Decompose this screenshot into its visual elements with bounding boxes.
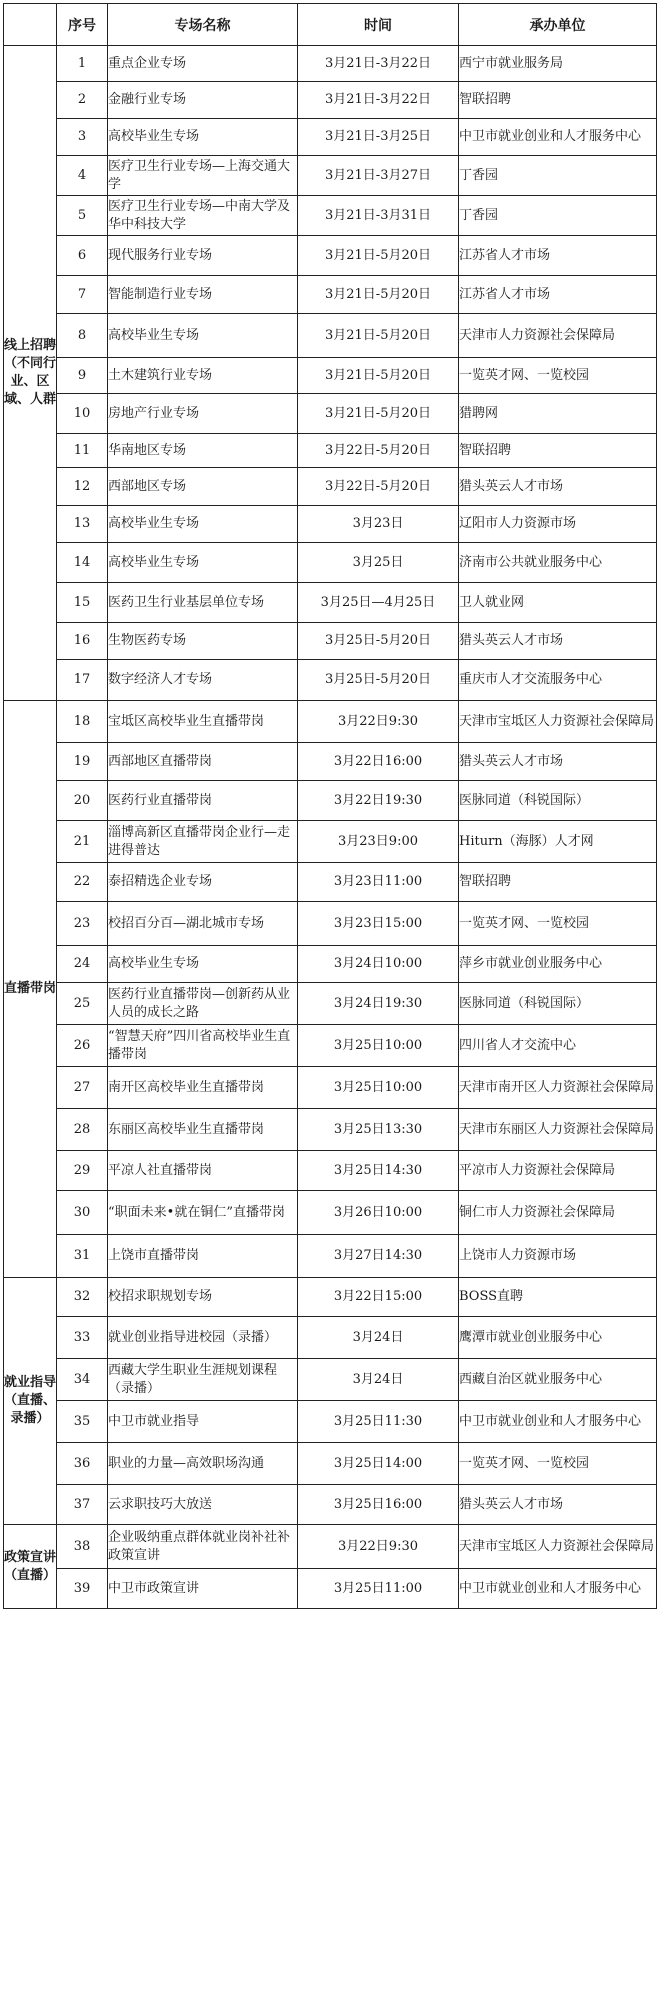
- time-cell: 3月24日19:30: [298, 983, 459, 1025]
- table-row: [4, 1191, 657, 1235]
- name-cell: “智慧天府”四川省高校毕业生直播带岗: [108, 1025, 298, 1067]
- name-cell: 医疗卫生行业专场—上海交通大学: [108, 156, 298, 196]
- seq-cell: 30: [57, 1191, 108, 1235]
- name-cell: 上饶市直播带岗: [108, 1235, 298, 1278]
- seq-cell: 20: [57, 781, 108, 821]
- table-row: [4, 623, 657, 660]
- seq-cell: 38: [57, 1525, 108, 1569]
- table-row: [4, 46, 657, 82]
- org-cell: 四川省人才交流中心: [459, 1025, 657, 1067]
- table-row: [4, 434, 657, 468]
- time-cell: 3月25日11:00: [298, 1569, 459, 1609]
- seq-cell: 33: [57, 1317, 108, 1359]
- time-cell: 3月25日-5月20日: [298, 623, 459, 660]
- org-cell: 江苏省人才市场: [459, 276, 657, 314]
- table-row: [4, 1235, 657, 1278]
- name-cell: 淄博高新区直播带岗企业行—走进得普达: [108, 821, 298, 863]
- header-category: [4, 4, 57, 46]
- org-cell: 天津市人力资源社会保障局: [459, 314, 657, 358]
- table-row: [4, 821, 657, 863]
- seq-cell: 12: [57, 468, 108, 506]
- category-cell: 就业指导（直播、录播）: [4, 1278, 57, 1525]
- time-cell: 3月25日—4月25日: [298, 583, 459, 623]
- seq-cell: 22: [57, 863, 108, 902]
- seq-cell: 31: [57, 1235, 108, 1278]
- name-cell: 高校毕业生专场: [108, 506, 298, 543]
- time-cell: 3月23日15:00: [298, 902, 459, 946]
- org-cell: 江苏省人才市场: [459, 236, 657, 276]
- time-cell: 3月26日10:00: [298, 1191, 459, 1235]
- seq-cell: 37: [57, 1485, 108, 1525]
- org-cell: 一览英才网、一览校园: [459, 358, 657, 394]
- name-cell: 西部地区直播带岗: [108, 743, 298, 781]
- seq-cell: 16: [57, 623, 108, 660]
- org-cell: 猎头英云人才市场: [459, 1485, 657, 1525]
- name-cell: 泰招精选企业专场: [108, 863, 298, 902]
- time-cell: 3月22日19:30: [298, 781, 459, 821]
- seq-cell: 25: [57, 983, 108, 1025]
- time-cell: 3月22日16:00: [298, 743, 459, 781]
- org-cell: BOSS直聘: [459, 1278, 657, 1317]
- table-row: [4, 660, 657, 701]
- name-cell: 医药卫生行业基层单位专场: [108, 583, 298, 623]
- seq-cell: 19: [57, 743, 108, 781]
- time-cell: 3月21日-5月20日: [298, 276, 459, 314]
- table-row: [4, 1025, 657, 1067]
- name-cell: 东丽区高校毕业生直播带岗: [108, 1109, 298, 1151]
- name-cell: 中卫市政策宣讲: [108, 1569, 298, 1609]
- table-row: [4, 82, 657, 119]
- time-cell: 3月25日14:30: [298, 1151, 459, 1191]
- seq-cell: 17: [57, 660, 108, 701]
- name-cell: 西部地区专场: [108, 468, 298, 506]
- time-cell: 3月24日: [298, 1317, 459, 1359]
- time-cell: 3月21日-3月22日: [298, 46, 459, 82]
- time-cell: 3月22日9:30: [298, 1525, 459, 1569]
- org-cell: 上饶市人力资源市场: [459, 1235, 657, 1278]
- seq-cell: 6: [57, 236, 108, 276]
- table-row: [4, 1278, 657, 1317]
- org-cell: 卫人就业网: [459, 583, 657, 623]
- org-cell: 一览英才网、一览校园: [459, 902, 657, 946]
- org-cell: 西宁市就业服务局: [459, 46, 657, 82]
- table-row: [4, 1443, 657, 1485]
- seq-cell: 18: [57, 701, 108, 743]
- seq-cell: 14: [57, 543, 108, 583]
- org-cell: 智联招聘: [459, 863, 657, 902]
- org-cell: 平凉市人力资源社会保障局: [459, 1151, 657, 1191]
- time-cell: 3月22日15:00: [298, 1278, 459, 1317]
- org-cell: 济南市公共就业服务中心: [459, 543, 657, 583]
- time-cell: 3月25日11:30: [298, 1401, 459, 1443]
- category-cell: 线上招聘（不同行业、区域、人群: [4, 46, 57, 701]
- time-cell: 3月25日13:30: [298, 1109, 459, 1151]
- table-body: [4, 46, 657, 1609]
- org-cell: 天津市东丽区人力资源社会保障局: [459, 1109, 657, 1151]
- org-cell: 医脉同道（科锐国际）: [459, 781, 657, 821]
- table-row: [4, 1151, 657, 1191]
- seq-cell: 1: [57, 46, 108, 82]
- name-cell: 高校毕业生专场: [108, 543, 298, 583]
- name-cell: 职业的力量—高效职场沟通: [108, 1443, 298, 1485]
- header-name: 专场名称: [108, 4, 298, 46]
- seq-cell: 4: [57, 156, 108, 196]
- table-row: [4, 468, 657, 506]
- name-cell: 生物医药专场: [108, 623, 298, 660]
- name-cell: 企业吸纳重点群体就业岗补社补政策宣讲: [108, 1525, 298, 1569]
- seq-cell: 23: [57, 902, 108, 946]
- time-cell: 3月23日9:00: [298, 821, 459, 863]
- org-cell: 天津市宝坻区人力资源社会保障局: [459, 1525, 657, 1569]
- time-cell: 3月21日-5月20日: [298, 236, 459, 276]
- seq-cell: 28: [57, 1109, 108, 1151]
- name-cell: 南开区高校毕业生直播带岗: [108, 1067, 298, 1109]
- name-cell: 高校毕业生专场: [108, 946, 298, 983]
- table-row: [4, 1067, 657, 1109]
- table-row: [4, 863, 657, 902]
- table-row: [4, 358, 657, 394]
- org-cell: 丁香园: [459, 196, 657, 236]
- org-cell: 辽阳市人力资源市场: [459, 506, 657, 543]
- table-row: [4, 314, 657, 358]
- org-cell: 丁香园: [459, 156, 657, 196]
- time-cell: 3月22日-5月20日: [298, 468, 459, 506]
- name-cell: 宝坻区高校毕业生直播带岗: [108, 701, 298, 743]
- time-cell: 3月22日9:30: [298, 701, 459, 743]
- seq-cell: 3: [57, 119, 108, 156]
- time-cell: 3月21日-5月20日: [298, 358, 459, 394]
- org-cell: 猎头英云人才市场: [459, 743, 657, 781]
- name-cell: 医药行业直播带岗—创新药从业人员的成长之路: [108, 983, 298, 1025]
- name-cell: 数字经济人才专场: [108, 660, 298, 701]
- time-cell: 3月21日-5月20日: [298, 314, 459, 358]
- time-cell: 3月23日11:00: [298, 863, 459, 902]
- seq-cell: 15: [57, 583, 108, 623]
- name-cell: 高校毕业生专场: [108, 119, 298, 156]
- name-cell: 重点企业专场: [108, 46, 298, 82]
- seq-cell: 8: [57, 314, 108, 358]
- table-row: [4, 946, 657, 983]
- category-cell: 政策宣讲（直播）: [4, 1525, 57, 1609]
- table-row: [4, 119, 657, 156]
- org-cell: 中卫市就业创业和人才服务中心: [459, 1401, 657, 1443]
- table-row: [4, 583, 657, 623]
- name-cell: 校招求职规划专场: [108, 1278, 298, 1317]
- seq-cell: 35: [57, 1401, 108, 1443]
- time-cell: 3月21日-3月31日: [298, 196, 459, 236]
- table-row: [4, 902, 657, 946]
- org-cell: 猎头英云人才市场: [459, 468, 657, 506]
- seq-cell: 36: [57, 1443, 108, 1485]
- table-row: [4, 1317, 657, 1359]
- name-cell: 房地产行业专场: [108, 394, 298, 434]
- time-cell: 3月21日-3月27日: [298, 156, 459, 196]
- table-row: [4, 394, 657, 434]
- header-seq: 序号: [57, 4, 108, 46]
- header-org: 承办单位: [459, 4, 657, 46]
- name-cell: 云求职技巧大放送: [108, 1485, 298, 1525]
- seq-cell: 32: [57, 1278, 108, 1317]
- seq-cell: 26: [57, 1025, 108, 1067]
- org-cell: 天津市南开区人力资源社会保障局: [459, 1067, 657, 1109]
- table-row: [4, 276, 657, 314]
- org-cell: 一览英才网、一览校园: [459, 1443, 657, 1485]
- table-row: [4, 1569, 657, 1609]
- table-row: [4, 1109, 657, 1151]
- table-row: [4, 701, 657, 743]
- table-header-row: [4, 4, 657, 46]
- table-row: [4, 743, 657, 781]
- org-cell: 猎聘网: [459, 394, 657, 434]
- time-cell: 3月25日14:00: [298, 1443, 459, 1485]
- time-cell: 3月27日14:30: [298, 1235, 459, 1278]
- time-cell: 3月25日-5月20日: [298, 660, 459, 701]
- job-fair-schedule-table: [3, 3, 657, 1609]
- time-cell: 3月21日-3月22日: [298, 82, 459, 119]
- time-cell: 3月22日-5月20日: [298, 434, 459, 468]
- org-cell: 中卫市就业创业和人才服务中心: [459, 119, 657, 156]
- seq-cell: 29: [57, 1151, 108, 1191]
- name-cell: “职面未来•就在铜仁”直播带岗: [108, 1191, 298, 1235]
- table-row: [4, 156, 657, 196]
- seq-cell: 13: [57, 506, 108, 543]
- seq-cell: 11: [57, 434, 108, 468]
- header-time: 时间: [298, 4, 459, 46]
- table-row: [4, 1485, 657, 1525]
- name-cell: 高校毕业生专场: [108, 314, 298, 358]
- seq-cell: 21: [57, 821, 108, 863]
- org-cell: Hiturn（海豚）人才网: [459, 821, 657, 863]
- table-row: [4, 1401, 657, 1443]
- name-cell: 土木建筑行业专场: [108, 358, 298, 394]
- seq-cell: 9: [57, 358, 108, 394]
- name-cell: 智能制造行业专场: [108, 276, 298, 314]
- seq-cell: 5: [57, 196, 108, 236]
- time-cell: 3月25日10:00: [298, 1025, 459, 1067]
- name-cell: 医药行业直播带岗: [108, 781, 298, 821]
- org-cell: 智联招聘: [459, 434, 657, 468]
- table-row: [4, 983, 657, 1025]
- org-cell: 猎头英云人才市场: [459, 623, 657, 660]
- org-cell: 西藏自治区就业服务中心: [459, 1359, 657, 1401]
- table-row: [4, 1525, 657, 1569]
- org-cell: 天津市宝坻区人力资源社会保障局: [459, 701, 657, 743]
- org-cell: 智联招聘: [459, 82, 657, 119]
- time-cell: 3月21日-5月20日: [298, 394, 459, 434]
- table-row: [4, 543, 657, 583]
- table-row: [4, 236, 657, 276]
- name-cell: 西藏大学生职业生涯规划课程（录播）: [108, 1359, 298, 1401]
- table-row: [4, 506, 657, 543]
- seq-cell: 34: [57, 1359, 108, 1401]
- time-cell: 3月23日: [298, 506, 459, 543]
- org-cell: 中卫市就业创业和人才服务中心: [459, 1569, 657, 1609]
- name-cell: 金融行业专场: [108, 82, 298, 119]
- seq-cell: 2: [57, 82, 108, 119]
- name-cell: 校招百分百—湖北城市专场: [108, 902, 298, 946]
- time-cell: 3月25日: [298, 543, 459, 583]
- time-cell: 3月25日10:00: [298, 1067, 459, 1109]
- seq-cell: 7: [57, 276, 108, 314]
- org-cell: 重庆市人才交流服务中心: [459, 660, 657, 701]
- seq-cell: 10: [57, 394, 108, 434]
- time-cell: 3月24日10:00: [298, 946, 459, 983]
- time-cell: 3月21日-3月25日: [298, 119, 459, 156]
- org-cell: 医脉同道（科锐国际）: [459, 983, 657, 1025]
- name-cell: 现代服务行业专场: [108, 236, 298, 276]
- name-cell: 中卫市就业指导: [108, 1401, 298, 1443]
- category-cell: 直播带岗: [4, 701, 57, 1278]
- org-cell: 萍乡市就业创业服务中心: [459, 946, 657, 983]
- seq-cell: 27: [57, 1067, 108, 1109]
- seq-cell: 39: [57, 1569, 108, 1609]
- table-row: [4, 196, 657, 236]
- time-cell: 3月25日16:00: [298, 1485, 459, 1525]
- org-cell: 鹰潭市就业创业服务中心: [459, 1317, 657, 1359]
- name-cell: 就业创业指导进校园（录播）: [108, 1317, 298, 1359]
- name-cell: 华南地区专场: [108, 434, 298, 468]
- seq-cell: 24: [57, 946, 108, 983]
- org-cell: 铜仁市人力资源社会保障局: [459, 1191, 657, 1235]
- time-cell: 3月24日: [298, 1359, 459, 1401]
- name-cell: 平凉人社直播带岗: [108, 1151, 298, 1191]
- table-row: [4, 1359, 657, 1401]
- name-cell: 医疗卫生行业专场—中南大学及华中科技大学: [108, 196, 298, 236]
- table-row: [4, 781, 657, 821]
